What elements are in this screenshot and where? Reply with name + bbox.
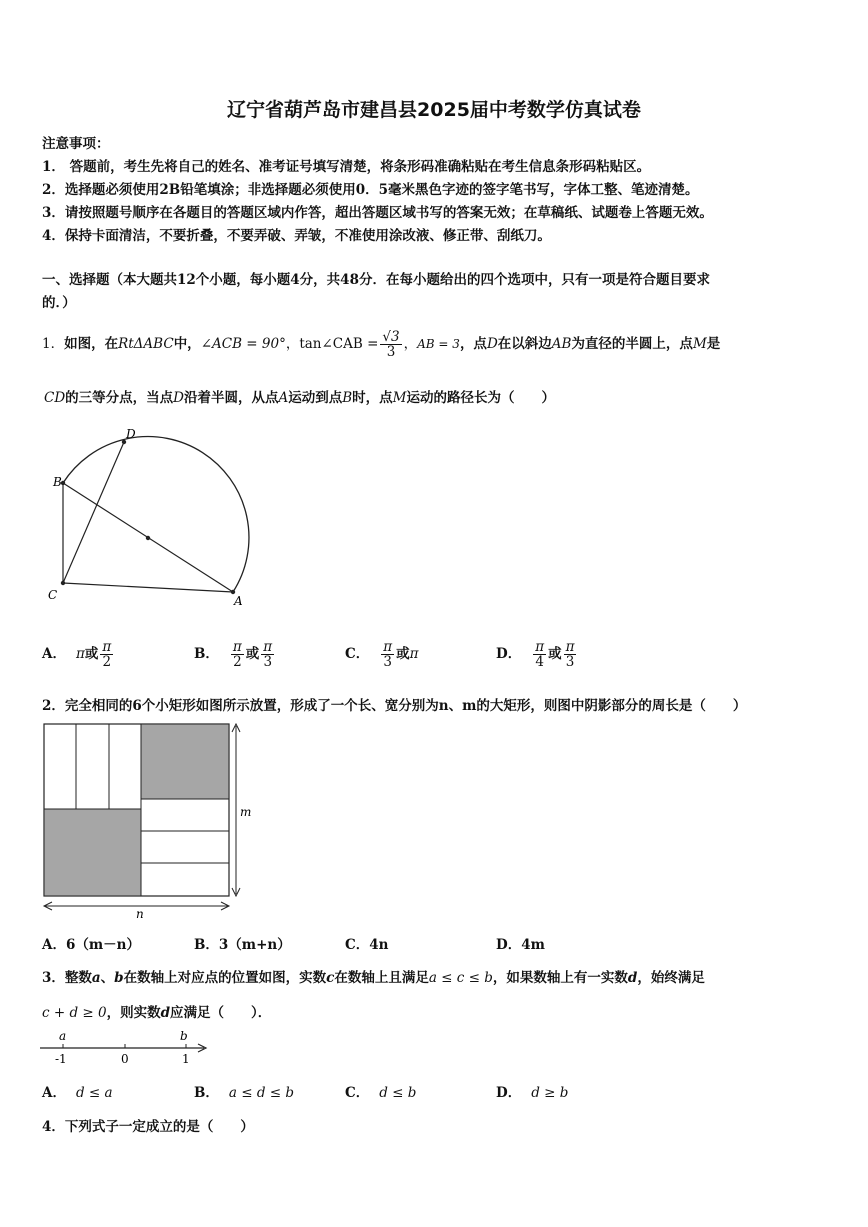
center-point <box>146 536 150 540</box>
side-ca <box>63 583 233 592</box>
notice-heading: 注意事项： <box>42 136 110 152</box>
question-3-line-1: 3．整数a、b在数轴上对应点的位置如图，实数c在数轴上且满足a ≤ c ≤ b，如果数轴上有一实数d，始终满足 <box>42 970 705 986</box>
rectangles-figure <box>40 720 260 925</box>
question-3-line-2: c + d ≥ 0，则实数d应满足（ ）． <box>42 1005 272 1021</box>
notice-item: 3．请按照题号顺序在各题目的答题区域内作答，超出答题区域书写的答案无效；在草稿纸、试题卷上答题无效。 <box>42 205 713 221</box>
notice-item: 1． 答题前，考生先将自己的姓名、准考证号填写清楚，将条形码准确粘贴在考生信息条形码粘贴区。 <box>42 159 651 175</box>
question-1-line-2: CD的三等分点，当点D沿着半圆，从点A运动到点B时，点M运动的路径长为（ ） <box>44 390 555 406</box>
notice-item: 2．选择题必须使用2B铅笔填涂；非选择题必须使用0．5毫米黑色字迹的签字笔书写，字体工整、笔迹清楚。 <box>42 182 699 198</box>
label-b: b <box>180 1029 188 1043</box>
semicircle-arc <box>63 437 249 592</box>
tick-label: -1 <box>55 1052 67 1066</box>
q1-option-d[interactable]: D． $\frac{\pi}{4}$ 或 $\frac{\pi}{3}$ <box>496 639 575 671</box>
section-heading-cont: 的．） <box>42 295 76 311</box>
point-c <box>61 581 65 585</box>
shaded-region <box>141 724 229 799</box>
q1-option-c[interactable]: C． $\frac{\pi}{3}$ 或π <box>345 639 419 671</box>
segment-cd <box>63 442 124 583</box>
q3-option-b[interactable]: B． a ≤ d ≤ b <box>194 1085 295 1101</box>
label-m: m <box>240 805 252 819</box>
notice-item: 4．保持卡面清洁，不要折叠，不要弄破、弄皱，不准使用涂改液、修正带、刮纸刀。 <box>42 228 551 244</box>
label-a: a <box>59 1029 67 1043</box>
q3-option-a[interactable]: A． d ≤ a <box>42 1085 113 1101</box>
q3-option-c[interactable]: C． d ≤ b <box>345 1085 417 1101</box>
question-4-text: 4．下列式子一定成立的是（ ） <box>42 1119 254 1135</box>
question-1-line-1: 1．如图，在RtΔABC中，∠ACB = 90°，tan∠CAB = $\frac{√3}{3}$ ，AB = 3，点D在以斜边AB为直径的半圆上，点M是 <box>42 329 721 361</box>
q2-option-d[interactable]: D．4m <box>496 937 545 953</box>
q2-option-b[interactable]: B．3（m+n） <box>194 937 291 953</box>
semicircle-figure <box>40 420 260 615</box>
question-2-text: 2．完全相同的6个小矩形如图所示放置，形成了一个长、宽分别为n、m的大矩形，则图中阴影部分的周长是（ ） <box>42 698 747 714</box>
q3-option-d[interactable]: D． d ≥ b <box>496 1085 569 1101</box>
shaded-region <box>44 809 141 896</box>
label-c: C <box>48 588 58 602</box>
tick-label: 0 <box>121 1052 129 1066</box>
number-line-figure <box>38 1025 218 1070</box>
q2-option-a[interactable]: A．6（m－n） <box>42 937 140 953</box>
label-d: D <box>126 427 136 441</box>
q2-option-c[interactable]: C．4n <box>345 937 389 953</box>
tick-label: 1 <box>182 1052 190 1066</box>
q1-option-a[interactable]: A． π或 $\frac{\pi}{2}$ <box>42 639 112 671</box>
label-a: A <box>234 594 243 608</box>
q1-option-b[interactable]: B． $\frac{\pi}{2}$ 或 $\frac{\pi}{3}$ <box>194 639 273 671</box>
question-number: 1． <box>42 336 65 353</box>
section-heading: 一、选择题（本大题共12个小题，每小题4分，共48分．在每小题给出的四个选项中，只有一项是符合题目要求 <box>42 272 710 288</box>
label-b: B <box>53 475 62 489</box>
label-n: n <box>136 907 144 921</box>
page-title: 辽宁省葫芦岛市建昌县2025届中考数学仿真试卷 <box>227 99 641 121</box>
